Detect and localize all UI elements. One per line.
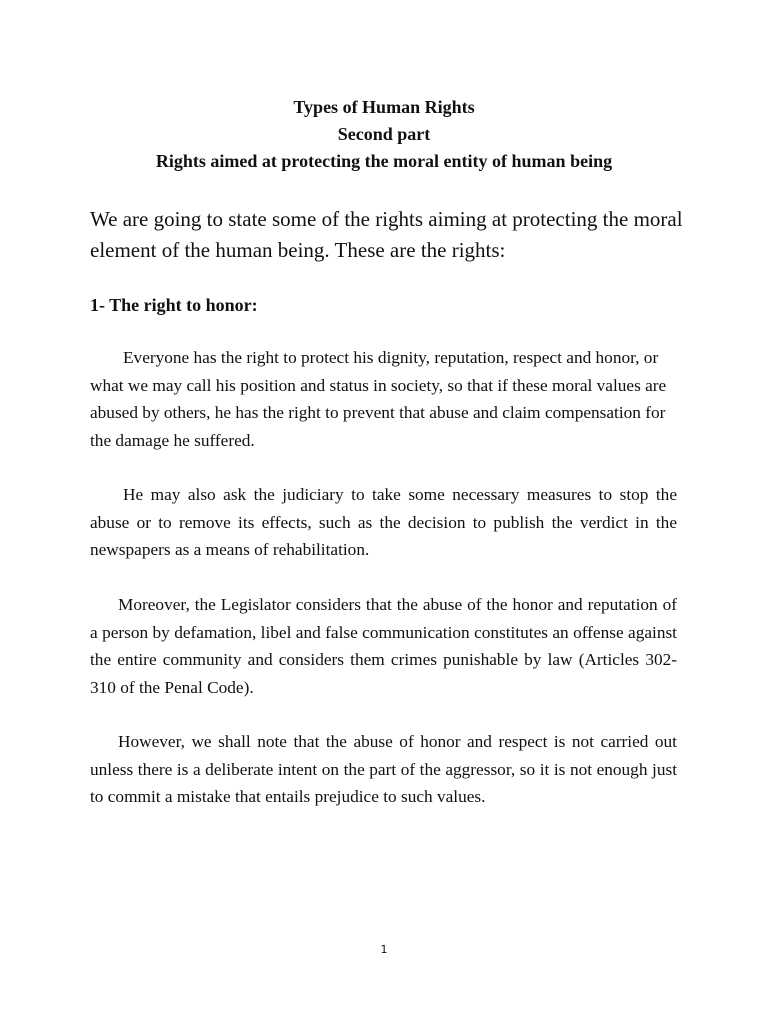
body-paragraph: However, we shall note that the abuse of honor and respect is not carried out unless there is a deliberate intent on the part of the aggressor, so it is not enough just to commit a mistake that entails prejudice to such values. (90, 732, 677, 806)
page-number: 1 (380, 943, 388, 956)
body-paragraph: He may also ask the judiciary to take some necessary measures to stop the abuse or to remove its effects, such as the decision to publish the verdict in the newspapers as a means of rehabilitation. (90, 485, 677, 559)
document-heading: Rights aimed at protecting the moral entity of human being (155, 151, 613, 171)
section-heading: 1- The right to honor: (90, 295, 258, 315)
intro-paragraph: We are going to state some of the rights aiming at protecting the moral element of the human being. These are the rights: (90, 207, 683, 262)
body-paragraph: Moreover, the Legislator considers that the abuse of the honor and reputation of a person by defamation, libel and false communication constitutes an offense against the entire community and considers them crimes punishable by law (Articles 302-310 of the Penal Code). (90, 595, 677, 697)
document-subtitle: Second part (337, 124, 431, 144)
title-block (0, 94, 768, 175)
body-paragraph: Everyone has the right to protect his dignity, reputation, respect and honor, or what we may call his position and status in society, so that if these moral values are abused by others, he has the right to prevent that abuse and claim compensation for the damage he suffered. (90, 348, 667, 450)
document-title: Types of Human Rights (293, 97, 475, 117)
